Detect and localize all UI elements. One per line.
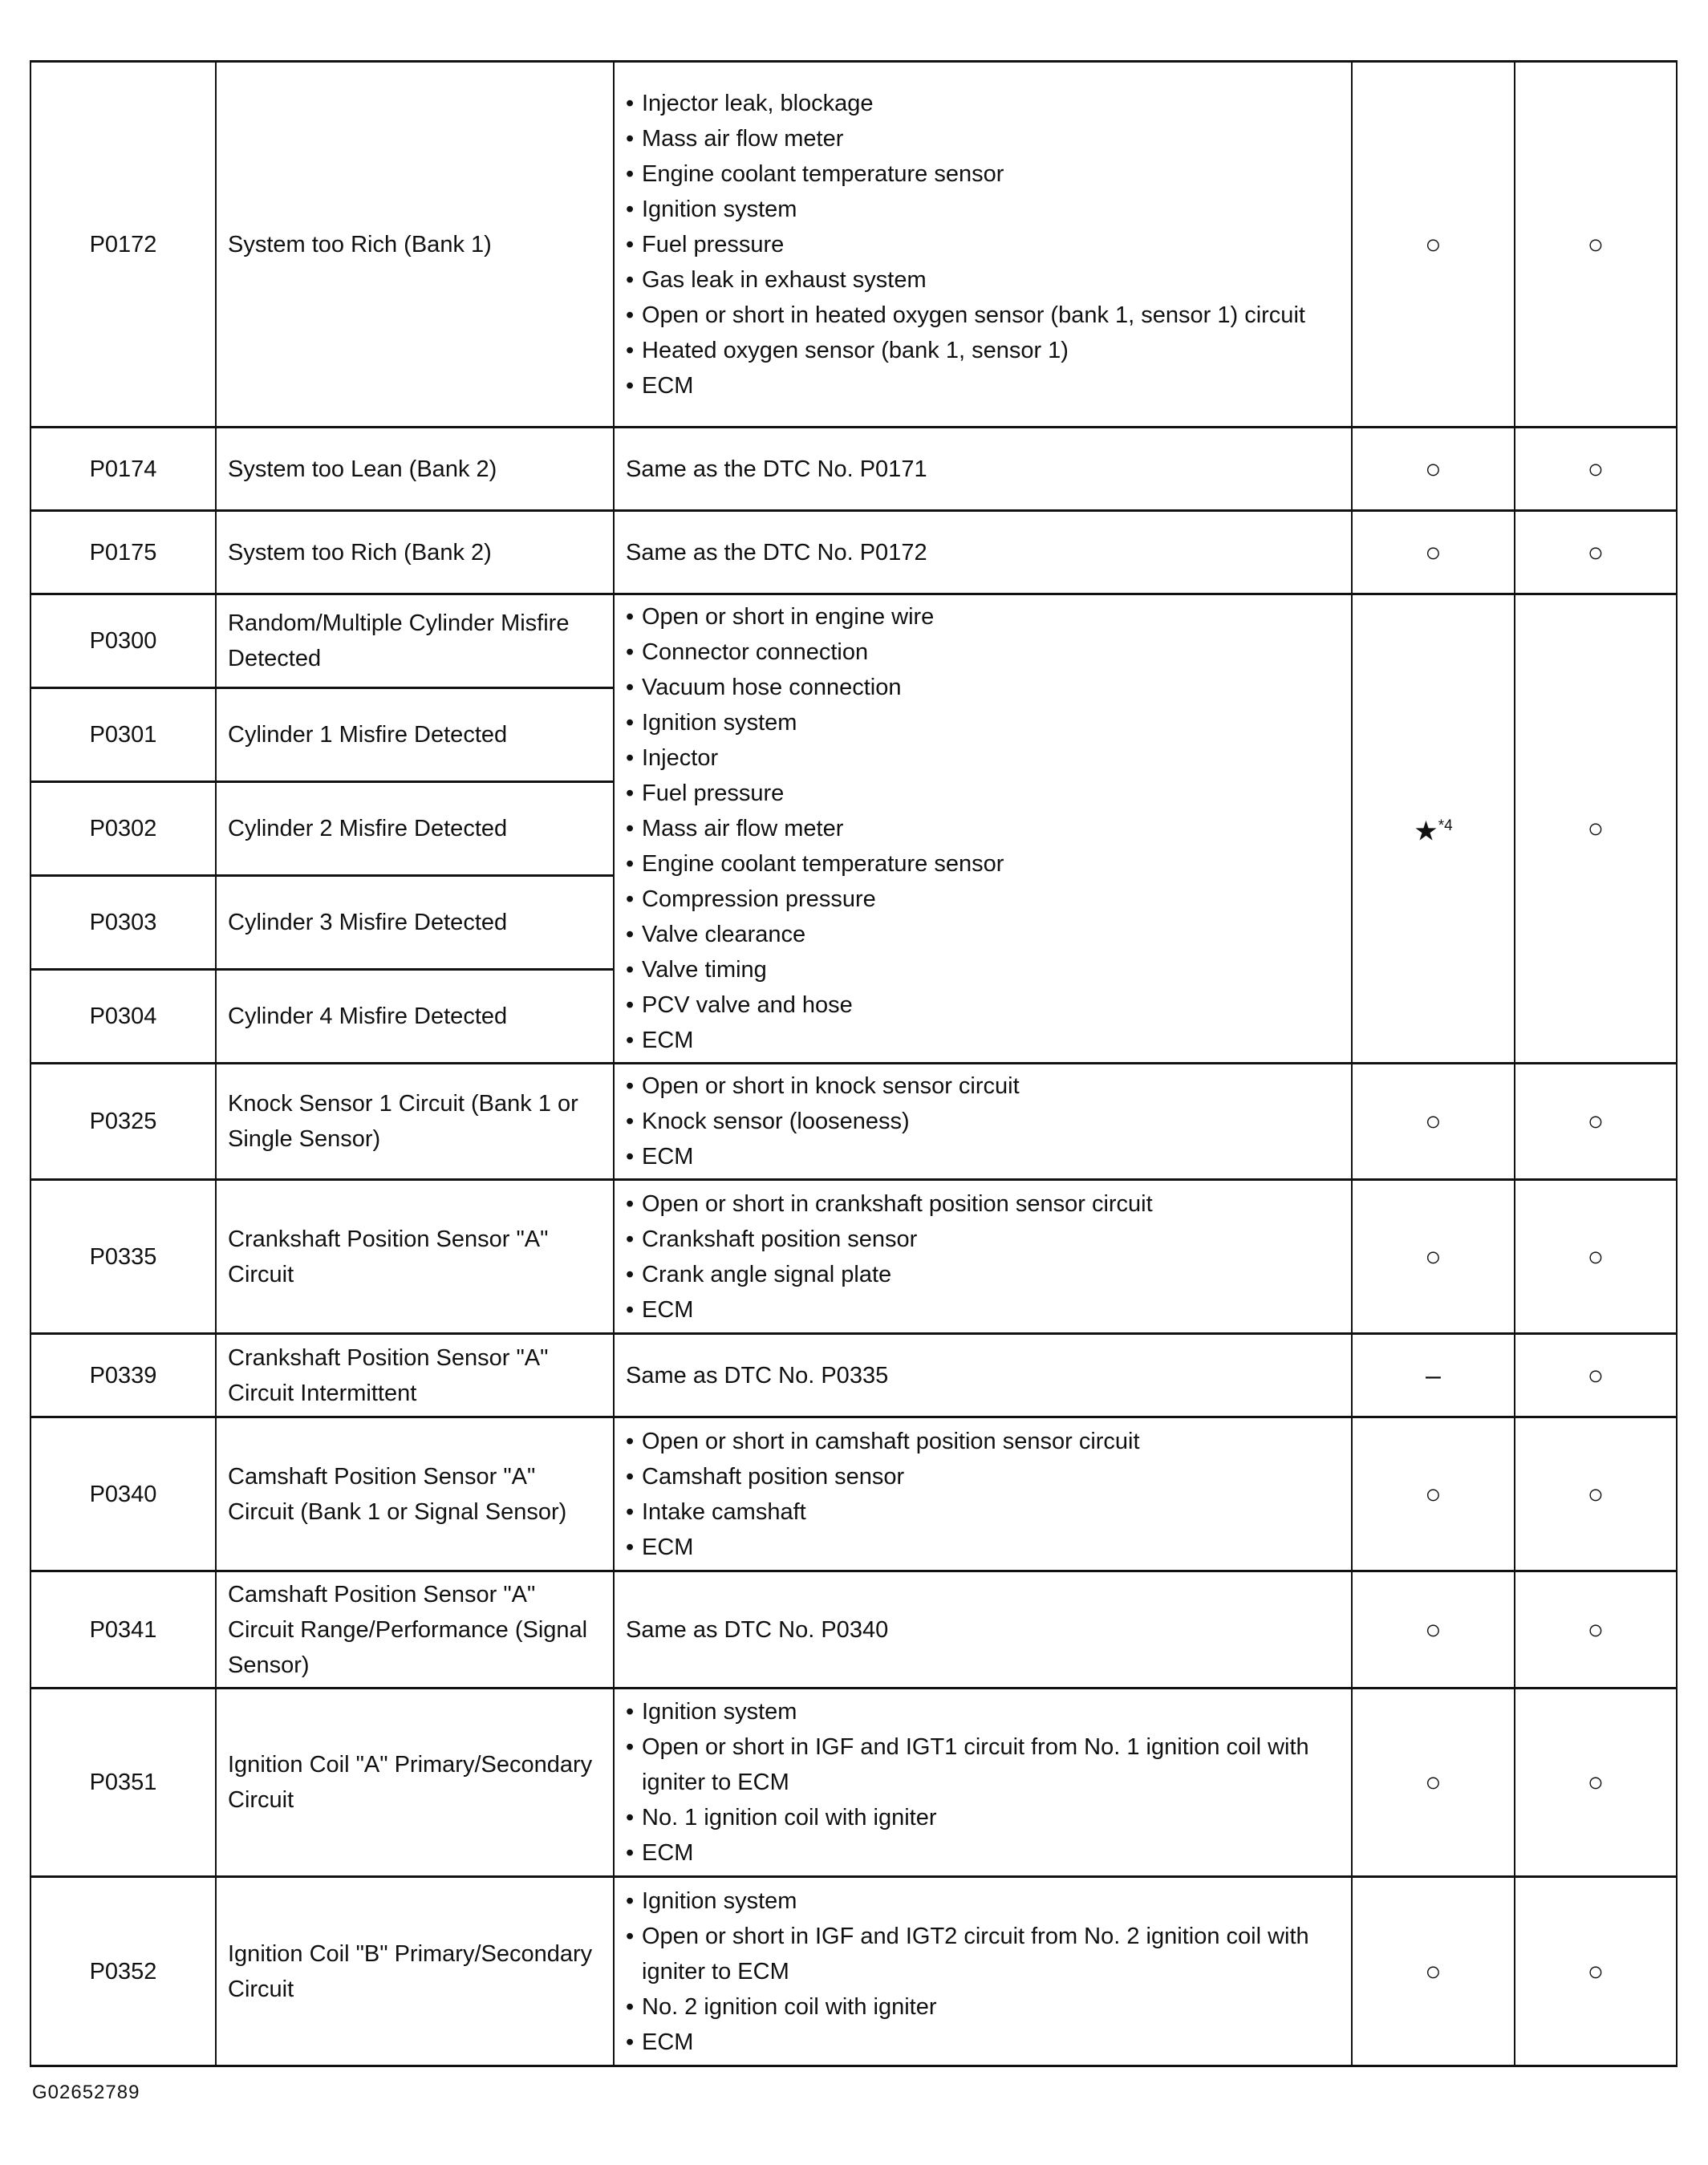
dtc-code: P0325: [30, 1064, 216, 1180]
detection-item: System too Rich (Bank 1): [216, 62, 614, 428]
trouble-area-item: • No. 1 ignition coil with igniter: [626, 1800, 1340, 1835]
memory-indicator: ○: [1515, 1064, 1677, 1180]
trouble-area-item: • Open or short in IGF and IGT2 circuit from No. 2 ignition coil with igniter to ECM: [626, 1919, 1340, 1989]
trouble-area-item: • Injector leak, blockage: [626, 86, 1340, 121]
detection-item: Camshaft Position Sensor "A" Circuit Range/Performance (Signal Sensor): [216, 1571, 614, 1689]
table-row: [30, 1180, 1677, 1334]
trouble-area-item: • Camshaft position sensor: [626, 1459, 1340, 1494]
trouble-area-item: • Vacuum hose connection: [626, 670, 1340, 705]
trouble-area-item: • ECM: [626, 1292, 1340, 1328]
trouble-area-item: • Crank angle signal plate: [626, 1257, 1340, 1292]
trouble-area-item: • Intake camshaft: [626, 1494, 1340, 1530]
dtc-code: P0300: [30, 594, 216, 688]
trouble-area-item: • Open or short in engine wire: [626, 599, 1340, 634]
detection-item: System too Lean (Bank 2): [216, 428, 614, 511]
trouble-area-item: • Knock sensor (looseness): [626, 1104, 1340, 1139]
trouble-area-item: • ECM: [626, 368, 1340, 403]
trouble-area-item: • Ignition system: [626, 705, 1340, 740]
trouble-area-item: • Valve timing: [626, 952, 1340, 987]
detection-item: Camshaft Position Sensor "A" Circuit (Bank 1 or Signal Sensor): [216, 1417, 614, 1571]
trouble-area-item: • Fuel pressure: [626, 227, 1340, 262]
trouble-area-item: • ECM: [626, 2025, 1340, 2060]
trouble-area-item: • Fuel pressure: [626, 776, 1340, 811]
detection-item: Cylinder 4 Misfire Detected: [216, 970, 614, 1064]
trouble-area-item: • Connector connection: [626, 634, 1340, 670]
trouble-area: [614, 1064, 1352, 1180]
mil-indicator: ○: [1352, 1417, 1515, 1571]
trouble-area: [614, 1417, 1352, 1571]
detection-item: Crankshaft Position Sensor "A" Circuit: [216, 1180, 614, 1334]
dtc-code: P0351: [30, 1689, 216, 1877]
table-row: [30, 511, 1677, 594]
trouble-area-item: • Compression pressure: [626, 882, 1340, 917]
dtc-code: P0339: [30, 1334, 216, 1417]
detection-item: Cylinder 2 Misfire Detected: [216, 782, 614, 876]
dtc-code: P0175: [30, 511, 216, 594]
mil-indicator: ○: [1352, 1877, 1515, 2066]
table-row: [30, 594, 1677, 688]
mil-indicator: ○: [1352, 1064, 1515, 1180]
table-row: [30, 1417, 1677, 1571]
trouble-area-item: • Open or short in knock sensor circuit: [626, 1068, 1340, 1104]
trouble-area-item: • Engine coolant temperature sensor: [626, 156, 1340, 192]
trouble-area: [614, 1877, 1352, 2066]
table-row: [30, 1877, 1677, 2066]
trouble-area-item: • ECM: [626, 1139, 1340, 1174]
trouble-area-item: • Engine coolant temperature sensor: [626, 846, 1340, 882]
detection-item: System too Rich (Bank 2): [216, 511, 614, 594]
detection-item: Cylinder 1 Misfire Detected: [216, 688, 614, 782]
mil-indicator: ○: [1352, 1571, 1515, 1689]
memory-indicator: ○: [1515, 1571, 1677, 1689]
trouble-area-item: • Mass air flow meter: [626, 121, 1340, 156]
trouble-area-item: • Injector: [626, 740, 1340, 776]
trouble-area-item: • No. 2 ignition coil with igniter: [626, 1989, 1340, 2025]
dtc-code: P0174: [30, 428, 216, 511]
trouble-area-item: • Open or short in IGF and IGT1 circuit from No. 1 ignition coil with igniter to ECM: [626, 1729, 1340, 1800]
dtc-code: P0352: [30, 1877, 216, 2066]
trouble-area: [614, 1689, 1352, 1877]
table-row: [30, 428, 1677, 511]
memory-indicator: ○: [1515, 1877, 1677, 2066]
memory-indicator: ○: [1515, 511, 1677, 594]
dtc-code: P0172: [30, 62, 216, 428]
trouble-area: Same as DTC No. P0335: [614, 1334, 1352, 1417]
table-row: [30, 1571, 1677, 1689]
trouble-area-item: • Ignition system: [626, 192, 1340, 227]
figure-id: G02652789: [32, 2082, 140, 2103]
memory-indicator: ○: [1515, 62, 1677, 428]
trouble-area: Same as the DTC No. P0172: [614, 511, 1352, 594]
mil-indicator: ○: [1352, 428, 1515, 511]
dtc-code: P0303: [30, 876, 216, 970]
detection-item: Cylinder 3 Misfire Detected: [216, 876, 614, 970]
memory-indicator: ○: [1515, 594, 1677, 1064]
memory-indicator: ○: [1515, 428, 1677, 511]
detection-item: Crankshaft Position Sensor "A" Circuit Intermittent: [216, 1334, 614, 1417]
trouble-area-item: • Open or short in crankshaft position sensor circuit: [626, 1186, 1340, 1222]
trouble-area-item: • ECM: [626, 1835, 1340, 1871]
trouble-area: [614, 62, 1352, 428]
detection-item: Ignition Coil "A" Primary/Secondary Circuit: [216, 1689, 614, 1877]
detection-item: Ignition Coil "B" Primary/Secondary Circuit: [216, 1877, 614, 2066]
mil-indicator: ○: [1352, 1180, 1515, 1334]
memory-indicator: ○: [1515, 1689, 1677, 1877]
trouble-area: [614, 1180, 1352, 1334]
trouble-area: Same as the DTC No. P0171: [614, 428, 1352, 511]
trouble-area-item: • Open or short in heated oxygen sensor (bank 1, sensor 1) circuit: [626, 298, 1340, 333]
star-icon: ★: [1414, 816, 1438, 847]
trouble-area-item: • ECM: [626, 1023, 1340, 1058]
table-row: [30, 1689, 1677, 1877]
mil-indicator: ○: [1352, 511, 1515, 594]
table-row: [30, 62, 1677, 428]
trouble-area-item: • Crankshaft position sensor: [626, 1222, 1340, 1257]
trouble-area-item: • ECM: [626, 1530, 1340, 1565]
detection-item: Knock Sensor 1 Circuit (Bank 1 or Single Sensor): [216, 1064, 614, 1180]
table-row: [30, 1334, 1677, 1417]
trouble-area-item: • Mass air flow meter: [626, 811, 1340, 846]
trouble-area-item: • Gas leak in exhaust system: [626, 262, 1340, 298]
dtc-code: P0341: [30, 1571, 216, 1689]
mil-indicator: ○: [1352, 62, 1515, 428]
dtc-code: P0340: [30, 1417, 216, 1571]
trouble-area-item: • Valve clearance: [626, 917, 1340, 952]
mil-indicator: –: [1352, 1334, 1515, 1417]
trouble-area-item: • Ignition system: [626, 1883, 1340, 1919]
trouble-area-item: • Ignition system: [626, 1694, 1340, 1729]
trouble-area-item: • Heated oxygen sensor (bank 1, sensor 1): [626, 333, 1340, 368]
dtc-code: P0304: [30, 970, 216, 1064]
mil-indicator: ○: [1352, 1689, 1515, 1877]
dtc-code: P0302: [30, 782, 216, 876]
dtc-table: [30, 60, 1678, 2067]
detection-item: Random/Multiple Cylinder Misfire Detected: [216, 594, 614, 688]
trouble-area-item: • PCV valve and hose: [626, 987, 1340, 1023]
table-row: [30, 1064, 1677, 1180]
trouble-area-item: • Open or short in camshaft position sensor circuit: [626, 1424, 1340, 1459]
mil-indicator: [1352, 594, 1515, 1064]
trouble-area: [614, 594, 1352, 1064]
dtc-code: P0335: [30, 1180, 216, 1334]
memory-indicator: ○: [1515, 1180, 1677, 1334]
trouble-area: Same as DTC No. P0340: [614, 1571, 1352, 1689]
memory-indicator: ○: [1515, 1417, 1677, 1571]
memory-indicator: ○: [1515, 1334, 1677, 1417]
dtc-code: P0301: [30, 688, 216, 782]
mil-footnote: *4: [1438, 817, 1453, 834]
